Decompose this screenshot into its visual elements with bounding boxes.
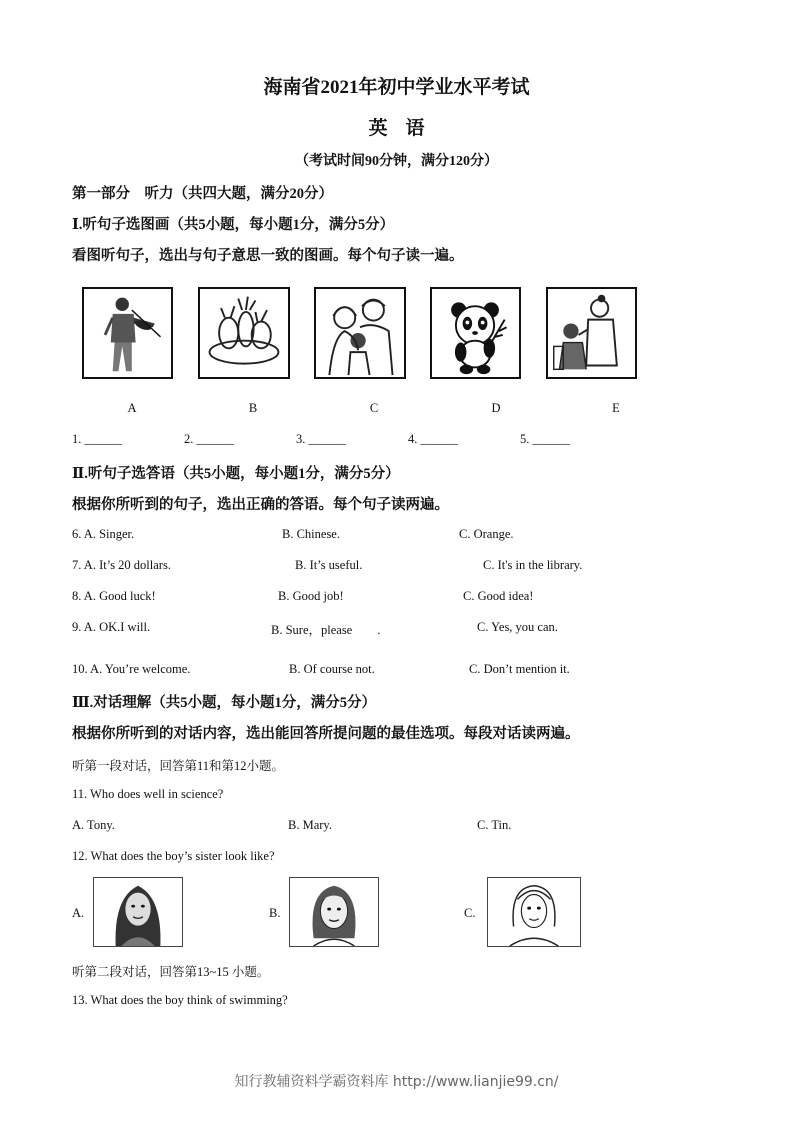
picture-letter-b: B bbox=[248, 401, 258, 415]
answer-blank-1[interactable]: 1. ______ bbox=[72, 432, 122, 446]
picture-letter-a: A bbox=[127, 401, 137, 415]
answer-blank-2[interactable]: 2. ______ bbox=[184, 432, 234, 446]
q9-option-c[interactable]: C. Yes, you can. bbox=[477, 620, 558, 634]
panda-picture bbox=[430, 287, 521, 379]
q12-question: 12. What does the boy’s sister look like? bbox=[72, 849, 275, 863]
answer-blank-4[interactable]: 4. ______ bbox=[408, 432, 458, 446]
picture-letter-e: E bbox=[612, 401, 620, 415]
portrait-short-hair-picture[interactable] bbox=[487, 877, 581, 947]
q10-option-a[interactable]: 10. A. You’re welcome. bbox=[72, 662, 191, 676]
footer-link[interactable]: 知行教辅资料学霸资料库 http://www.lianjie99.cn/ bbox=[234, 1074, 559, 1090]
family-picture bbox=[314, 287, 406, 379]
q6-option-a[interactable]: 6. A. Singer. bbox=[72, 527, 135, 541]
section3-heading: Ⅲ.对话理解（共5小题，每小题1分，满分5分） bbox=[72, 695, 377, 711]
q7-option-c[interactable]: C. It's in the library. bbox=[483, 558, 583, 572]
section2-instruction: 根据你所听到的句子，选出正确的答语。每个句子读两遍。 bbox=[72, 497, 449, 513]
vegetables-picture bbox=[198, 287, 290, 379]
q9-option-b[interactable]: B. Sure，please . bbox=[271, 623, 381, 637]
dialog1-intro: 听第一段对话，回答第11和第12小题。 bbox=[72, 759, 285, 773]
portrait-long-hair-picture[interactable] bbox=[93, 877, 183, 947]
q6-option-c[interactable]: C. Orange. bbox=[459, 527, 514, 541]
q10-option-c[interactable]: C. Don’t mention it. bbox=[469, 662, 570, 676]
q7-option-a[interactable]: 7. A. It’s 20 dollars. bbox=[72, 558, 171, 572]
q11-question: 11. Who does well in science? bbox=[72, 787, 224, 801]
q8-option-c[interactable]: C. Good idea! bbox=[463, 589, 534, 603]
q10-option-b[interactable]: B. Of course not. bbox=[289, 662, 375, 676]
section1-instruction: 看图听句子，选出与句子意思一致的图画。每个句子读一遍。 bbox=[72, 248, 464, 264]
q11-option-c[interactable]: C. Tin. bbox=[477, 818, 512, 832]
q11-option-a[interactable]: A. Tony. bbox=[72, 818, 115, 832]
part1-heading: 第一部分 听力（共四大题，满分20分） bbox=[72, 186, 333, 202]
q12-option-b[interactable]: B. bbox=[269, 906, 281, 920]
q13-question: 13. What does the boy think of swimming? bbox=[72, 993, 288, 1007]
answer-blank-3[interactable]: 3. ______ bbox=[296, 432, 346, 446]
q8-option-b[interactable]: B. Good job! bbox=[278, 589, 344, 603]
picture-letter-c: C bbox=[369, 401, 379, 415]
section1-heading: Ⅰ.听句子选图画（共5小题，每小题1分，满分5分） bbox=[72, 217, 395, 233]
section3-instruction: 根据你所听到的对话内容，选出能回答所提问题的最佳选项。每段对话读两遍。 bbox=[72, 726, 580, 742]
q12-option-a[interactable]: A. bbox=[72, 906, 85, 920]
violinist-picture bbox=[82, 287, 173, 379]
q6-option-b[interactable]: B. Chinese. bbox=[282, 527, 340, 541]
doctor-picture bbox=[546, 287, 637, 379]
exam-info: （考试时间90分钟，满分120分） bbox=[295, 154, 498, 169]
section2-heading: Ⅱ.听句子选答语（共5小题，每小题1分，满分5分） bbox=[72, 466, 400, 482]
picture-letter-d: D bbox=[491, 401, 501, 415]
portrait-straight-hair-picture[interactable] bbox=[289, 877, 379, 947]
subject-title: 英语 bbox=[368, 118, 443, 139]
q12-option-c[interactable]: C. bbox=[464, 906, 476, 920]
exam-title: 海南省2021年初中学业水平考试 bbox=[263, 77, 530, 98]
answer-blank-5[interactable]: 5. ______ bbox=[520, 432, 570, 446]
q7-option-b[interactable]: B. It’s useful. bbox=[295, 558, 363, 572]
q9-option-a[interactable]: 9. A. OK.I will. bbox=[72, 620, 151, 634]
q11-option-b[interactable]: B. Mary. bbox=[288, 818, 332, 832]
dialog2-intro: 听第二段对话，回答第13~15 小题。 bbox=[72, 965, 270, 979]
q8-option-a[interactable]: 8. A. Good luck! bbox=[72, 589, 156, 603]
